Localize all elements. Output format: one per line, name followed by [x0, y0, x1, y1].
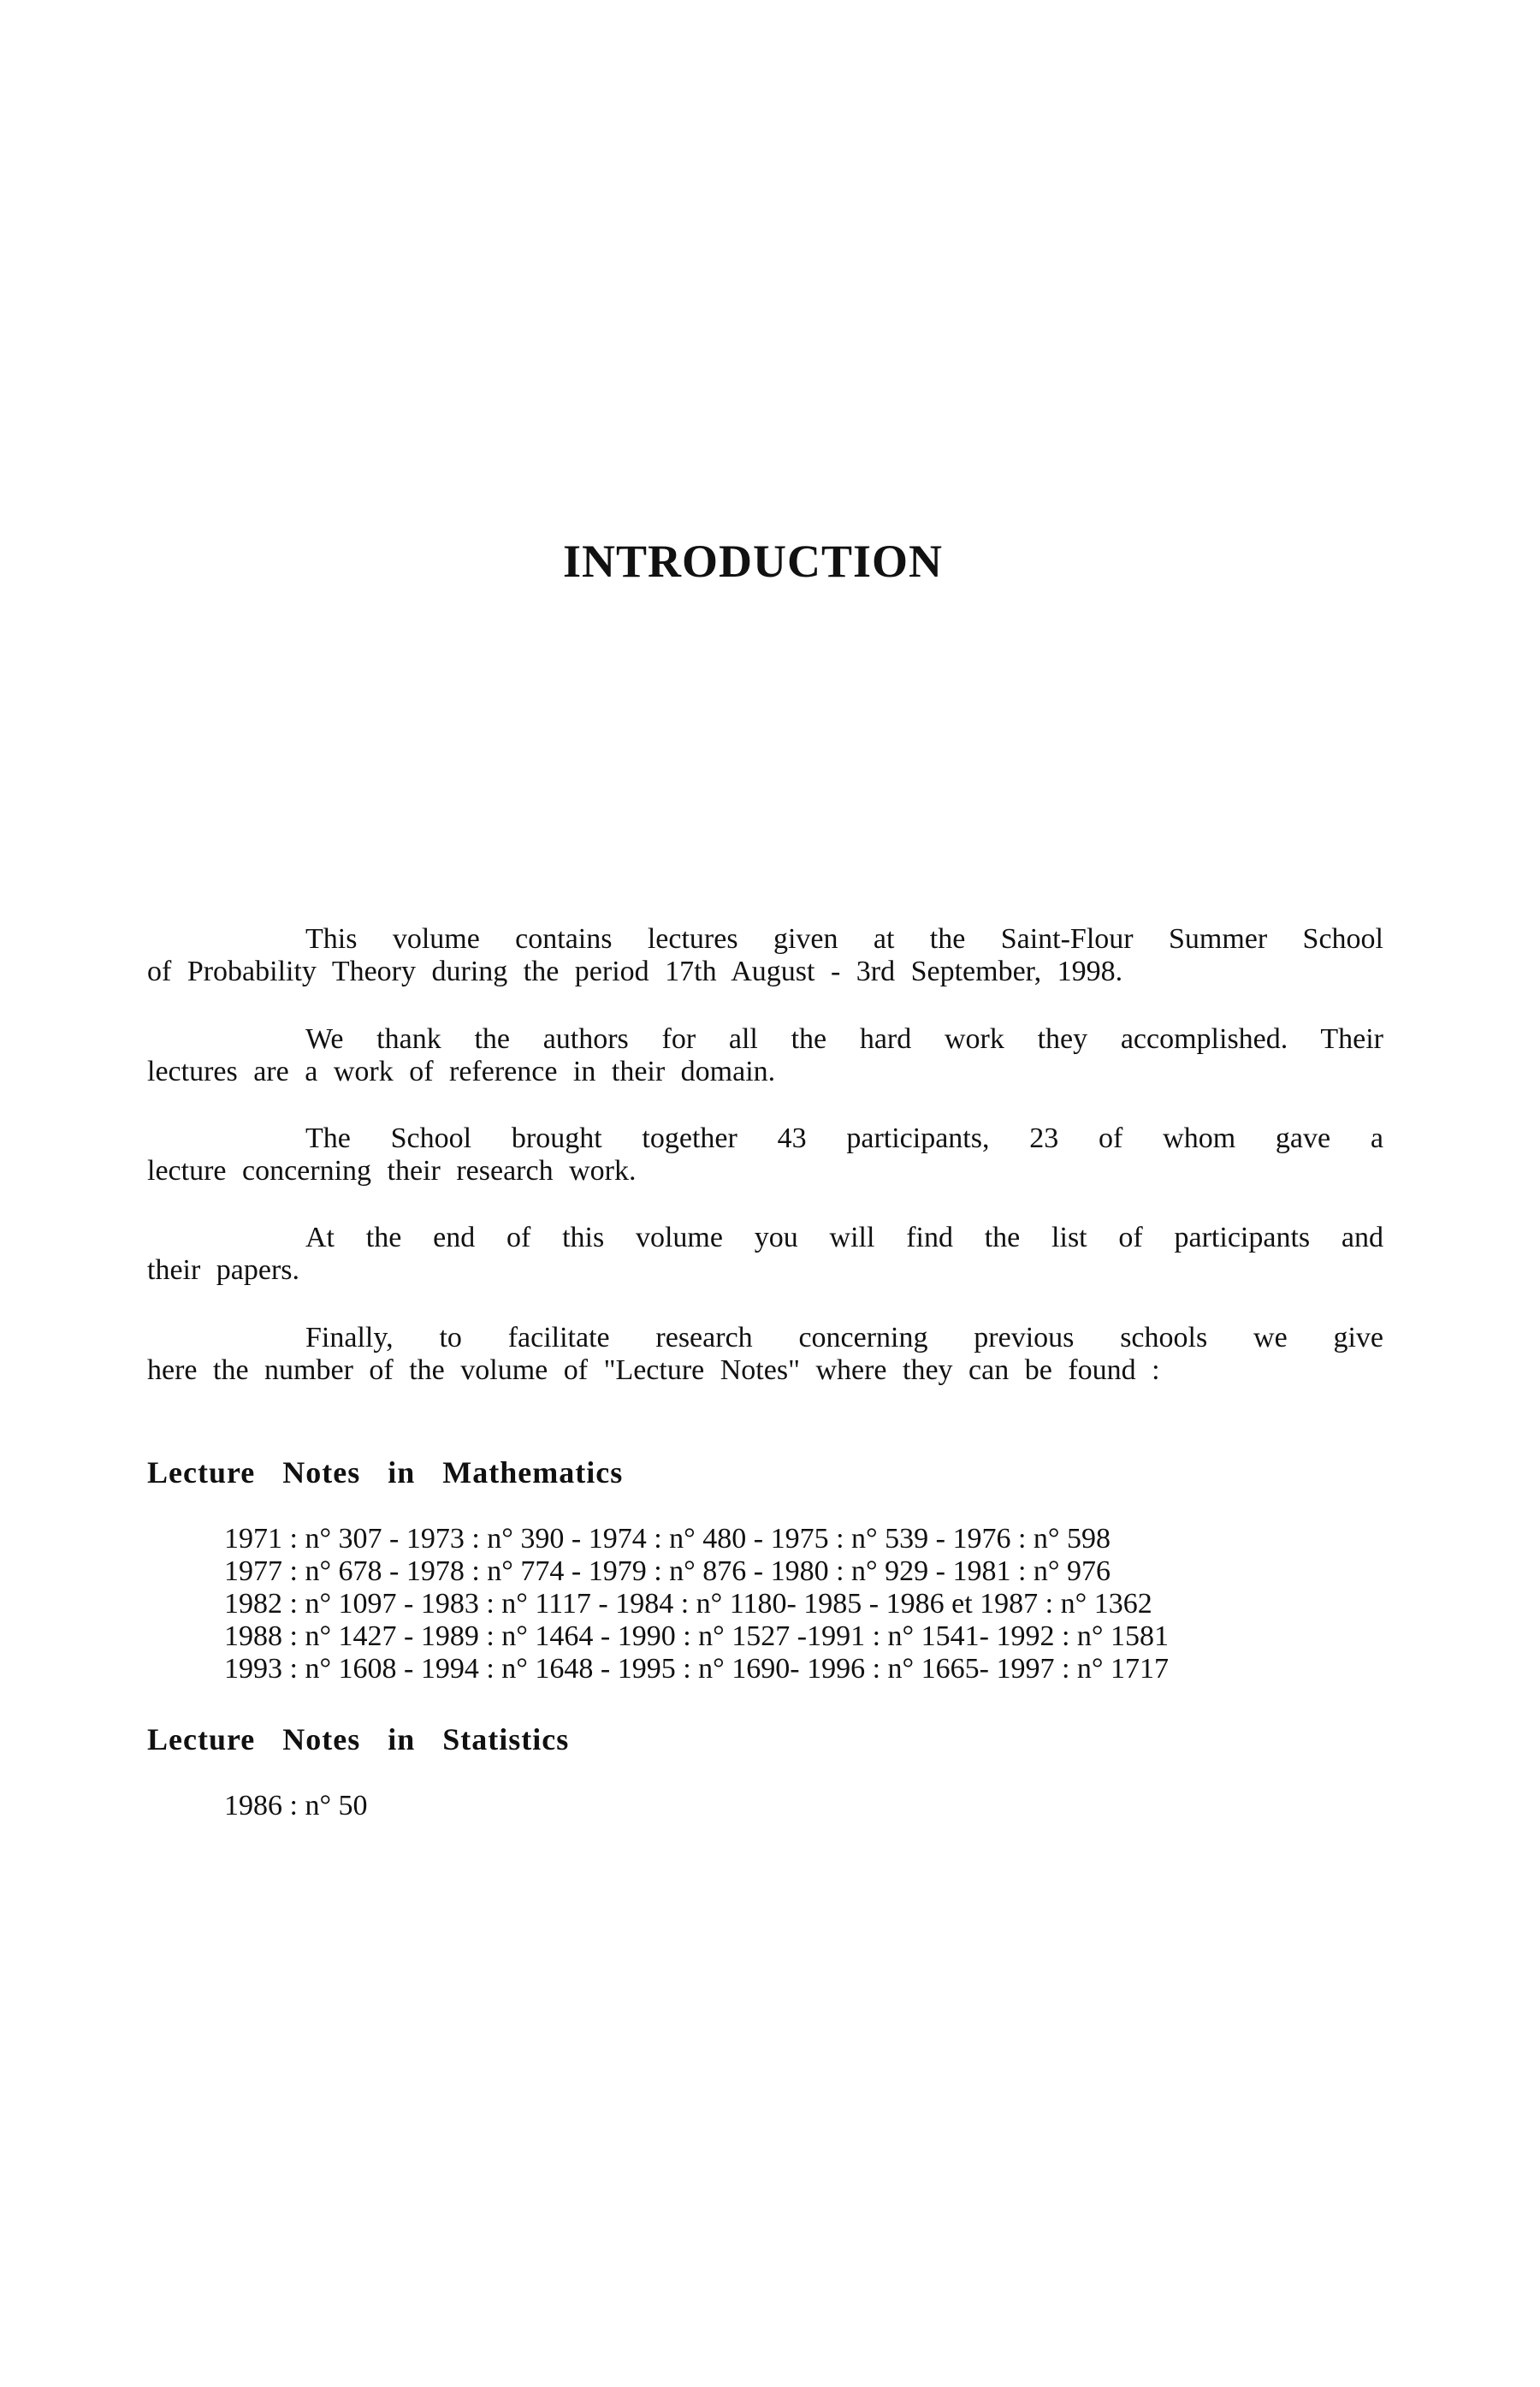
mathematics-volume-list: [224, 1523, 1379, 1685]
paragraph-line: of Probability Theory during the period 17th August - 3rd September, 1998.: [147, 956, 1123, 987]
paragraph-list-note: [147, 1222, 1383, 1287]
statistics-volume-list: [224, 1790, 368, 1822]
paragraph-line: lectures are a work of reference in their domain.: [147, 1056, 776, 1087]
paragraph-previous-schools: [147, 1322, 1383, 1387]
paragraph-participants: [147, 1122, 1383, 1188]
paragraph-line: At the end of this volume you will find the list of participants and: [305, 1222, 1383, 1253]
volume-row: 1986 : n° 50: [224, 1790, 368, 1821]
paragraph-line: their papers.: [147, 1254, 300, 1286]
paragraph-thanks: [147, 1023, 1383, 1088]
section-heading-statistics: Lecture Notes in Statistics: [147, 1722, 570, 1756]
volume-row: 1993 : n° 1608 - 1994 : n° 1648 - 1995 : n° 1690- 1996 : n° 1665- 1997 : n° 1717: [224, 1653, 1170, 1685]
paragraph-line: We thank the authors for all the hard work they accomplished. Their: [305, 1023, 1383, 1055]
paragraph-line: here the number of the volume of "Lecture Notes" where they can be found :: [147, 1354, 1160, 1386]
volume-row: 1971 : n° 307 - 1973 : n° 390 - 1974 : n° 480 - 1975 : n° 539 - 1976 : n° 598: [224, 1523, 1111, 1555]
volume-row: 1977 : n° 678 - 1978 : n° 774 - 1979 : n° 876 - 1980 : n° 929 - 1981 : n° 976: [224, 1555, 1111, 1587]
volume-row: 1982 : n° 1097 - 1983 : n° 1117 - 1984 : n° 1180- 1985 - 1986 et 1987 : n° 1362: [224, 1588, 1152, 1620]
section-heading-mathematics: Lecture Notes in Mathematics: [147, 1455, 624, 1490]
page-title: INTRODUCTION: [562, 536, 944, 587]
paragraph-line: This volume contains lectures given at the Saint-Flour Summer School: [305, 923, 1383, 955]
paragraph-line: Finally, to facilitate research concerning previous schools we give: [305, 1322, 1383, 1353]
paragraph-line: The School brought together 43 participants, 23 of whom gave a: [305, 1122, 1383, 1154]
paragraph-volume-contents: [147, 923, 1383, 988]
volume-row: 1988 : n° 1427 - 1989 : n° 1464 - 1990 : n° 1527 -1991 : n° 1541- 1992 : n° 1581: [224, 1620, 1170, 1652]
paragraph-line: lecture concerning their research work.: [147, 1155, 637, 1187]
